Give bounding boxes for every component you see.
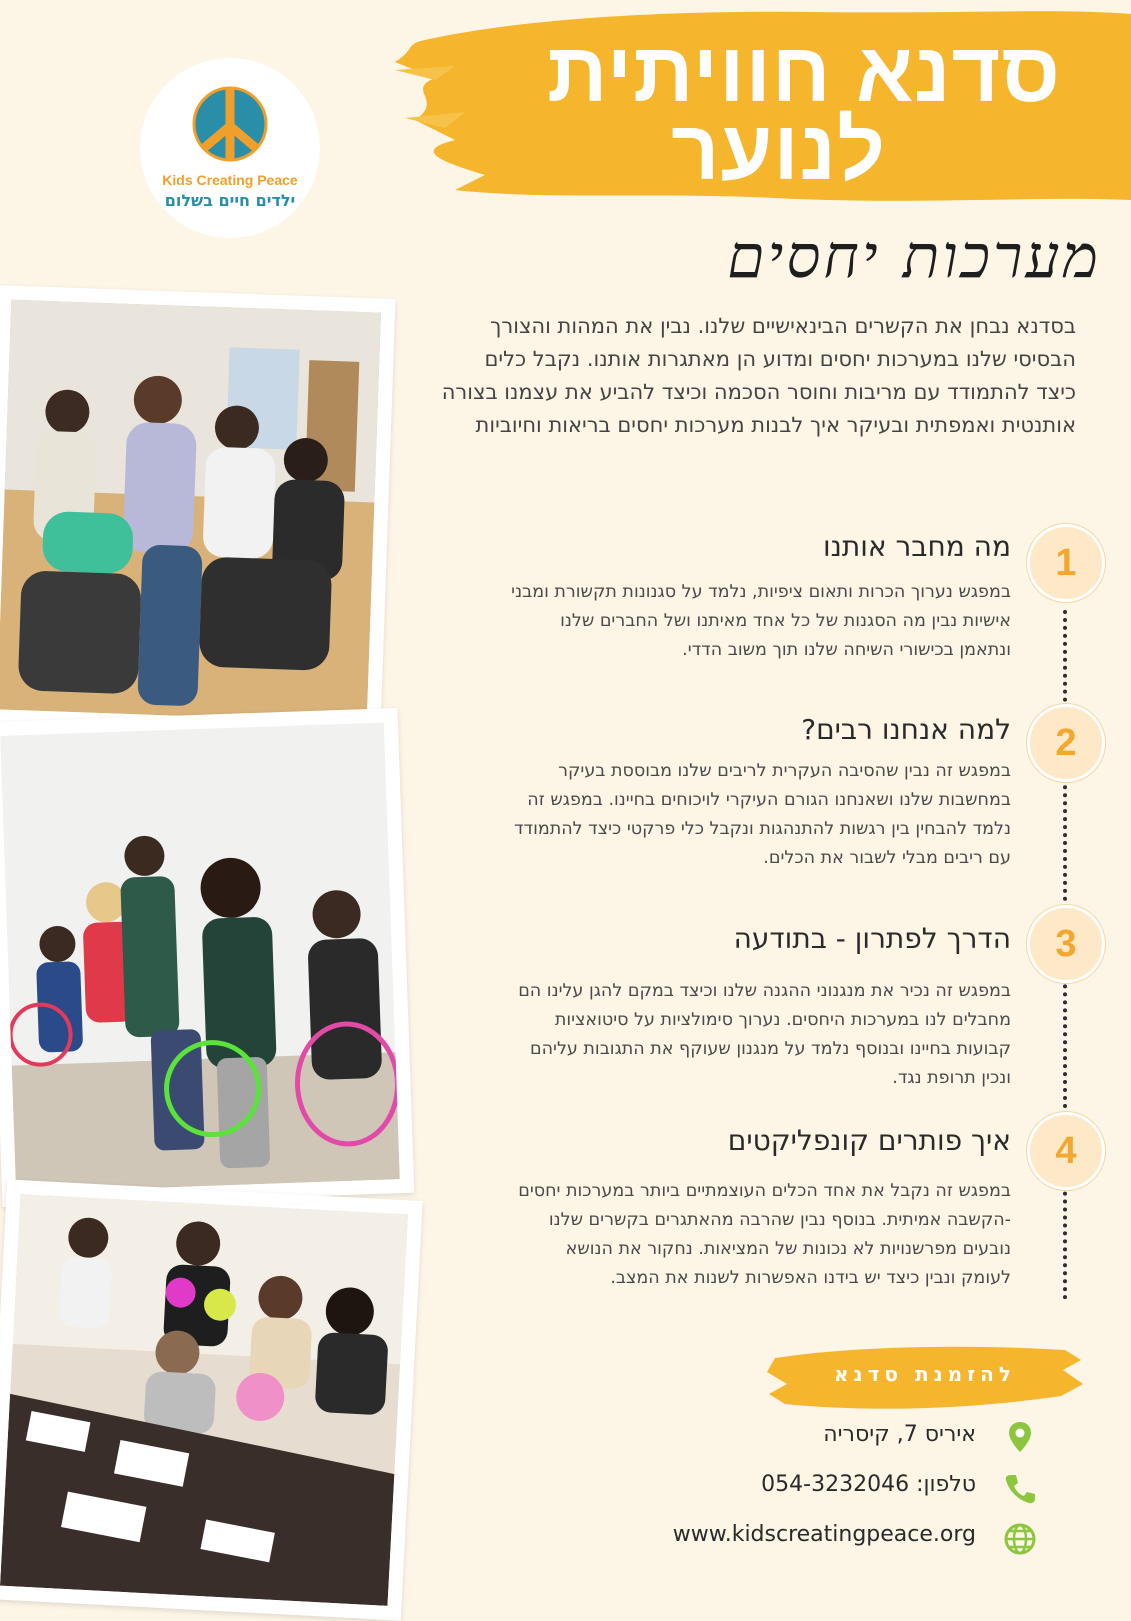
booking-label[interactable]: להזמנת סדנא	[834, 1362, 1016, 1386]
intro-paragraph: בסדנא נבחן את הקשרים הבינאישיים שלנו. נבין את המהות והצורך הבסיסי שלנו במערכות יחסים ומדוע הן מאתגרות אותנו. נקבל כלים כיצד להתמודד עם מריבות וחוסר הסכמה וכיצד להביע את עצמנו בצורה אותנטית ואמפתית ובעיקר איך לבנות מערכות יחסים בריאות וחיוביות	[441, 314, 1076, 437]
section-2-number-circle	[1027, 704, 1105, 782]
section-2-number: 2	[1055, 722, 1077, 764]
section-2-title: למה אנחנו רבים?	[801, 713, 1011, 746]
contact-address: איריס 7, קיסריה	[823, 1422, 976, 1447]
contact-phone[interactable]: טלפון: 054-3232046	[761, 1472, 976, 1497]
contact-website[interactable]: www.kidscreatingpeace.org	[672, 1522, 976, 1547]
section-4-title: איך פותרים קונפליקטים	[727, 1124, 1011, 1157]
section-3-number-circle	[1027, 905, 1105, 983]
section-2-body: במפגש זה נבין שהסיבה העקרית לריבים שלנו מבוססת בעיקר במחשבות שלנו ושאנחנו הגורם העיקרי לויכוחים בחיינו. במפגש זה נלמד להבחין בין רגשות להתנהגות ונקבל כלי פרקטי כיצד להתמודד עם ריבים מבלי לשבור את הכלים.	[513, 761, 1011, 868]
main-title-line2: לנוער	[671, 103, 886, 197]
section-1-title: מה מחבר אותנו	[822, 530, 1011, 563]
phone-icon	[1003, 1472, 1037, 1506]
section-4-body: במפגש זה נקבל את אחד הכלים העוצמתיים ביותר במערכות יחסים -הקשבה אמיתית. בנוסף נבין שהרבה מהאתגרים בקשרים שלנו נובעים מפרשנויות לא נכונות של המציאות. נחקור את הנושא לעומק ונבין כיצד יש בידנו האפשרות לשנות את המצב.	[518, 1181, 1011, 1288]
logo-english-text: Kids Creating Peace	[162, 172, 298, 188]
photo-1-scene	[0, 300, 381, 723]
section-3-body: במפגש זה נכיר את מנגנוני ההגנה שלנו וכיצד במקם להגן עלינו הם מחבלים לנו במערכות היחסים. נערוך סימולציות על סיטואציות קבועות בחיינו ובנוסף נלמד על מנגנון שעוקף את התגובות עליהם ונכין תרופת נגד.	[518, 981, 1011, 1088]
logo-hebrew-text: ילדים חיים בשלום	[164, 191, 296, 210]
section-3-title: הדרך לפתרון - בתודעה	[733, 922, 1011, 955]
subtitle: מערכות יחסים	[727, 222, 1101, 292]
section-4-number-circle	[1027, 1112, 1105, 1190]
kids-creating-peace-logo	[140, 58, 320, 238]
workshop-photo-2	[0, 708, 414, 1207]
section-1-number: 1	[1055, 542, 1077, 584]
photo-2-scene	[0, 722, 400, 1192]
photo-3-scene	[0, 1194, 408, 1606]
location-pin-icon	[1003, 1420, 1037, 1454]
workshop-photo-3	[0, 1179, 423, 1620]
section-1-body: במפגש נערוך הכרות ותאום ציפיות, נלמד על סגנונות תקשורת ומבני אישיות נבין מה הסגנות של כל אחד מאיתנו ושל החברים שלנו ונתאמן בכישורי השיחה שלנו תוך משוב הדדי.	[511, 582, 1011, 660]
workshop-photo-1	[0, 285, 396, 737]
section-1-number-circle	[1027, 524, 1105, 602]
peace-sign-icon	[190, 84, 270, 164]
main-title-line1: סדנא חוויתית	[547, 25, 1061, 119]
section-3-number: 3	[1055, 923, 1077, 965]
globe-icon	[1003, 1522, 1037, 1556]
section-4-number: 4	[1055, 1130, 1077, 1172]
